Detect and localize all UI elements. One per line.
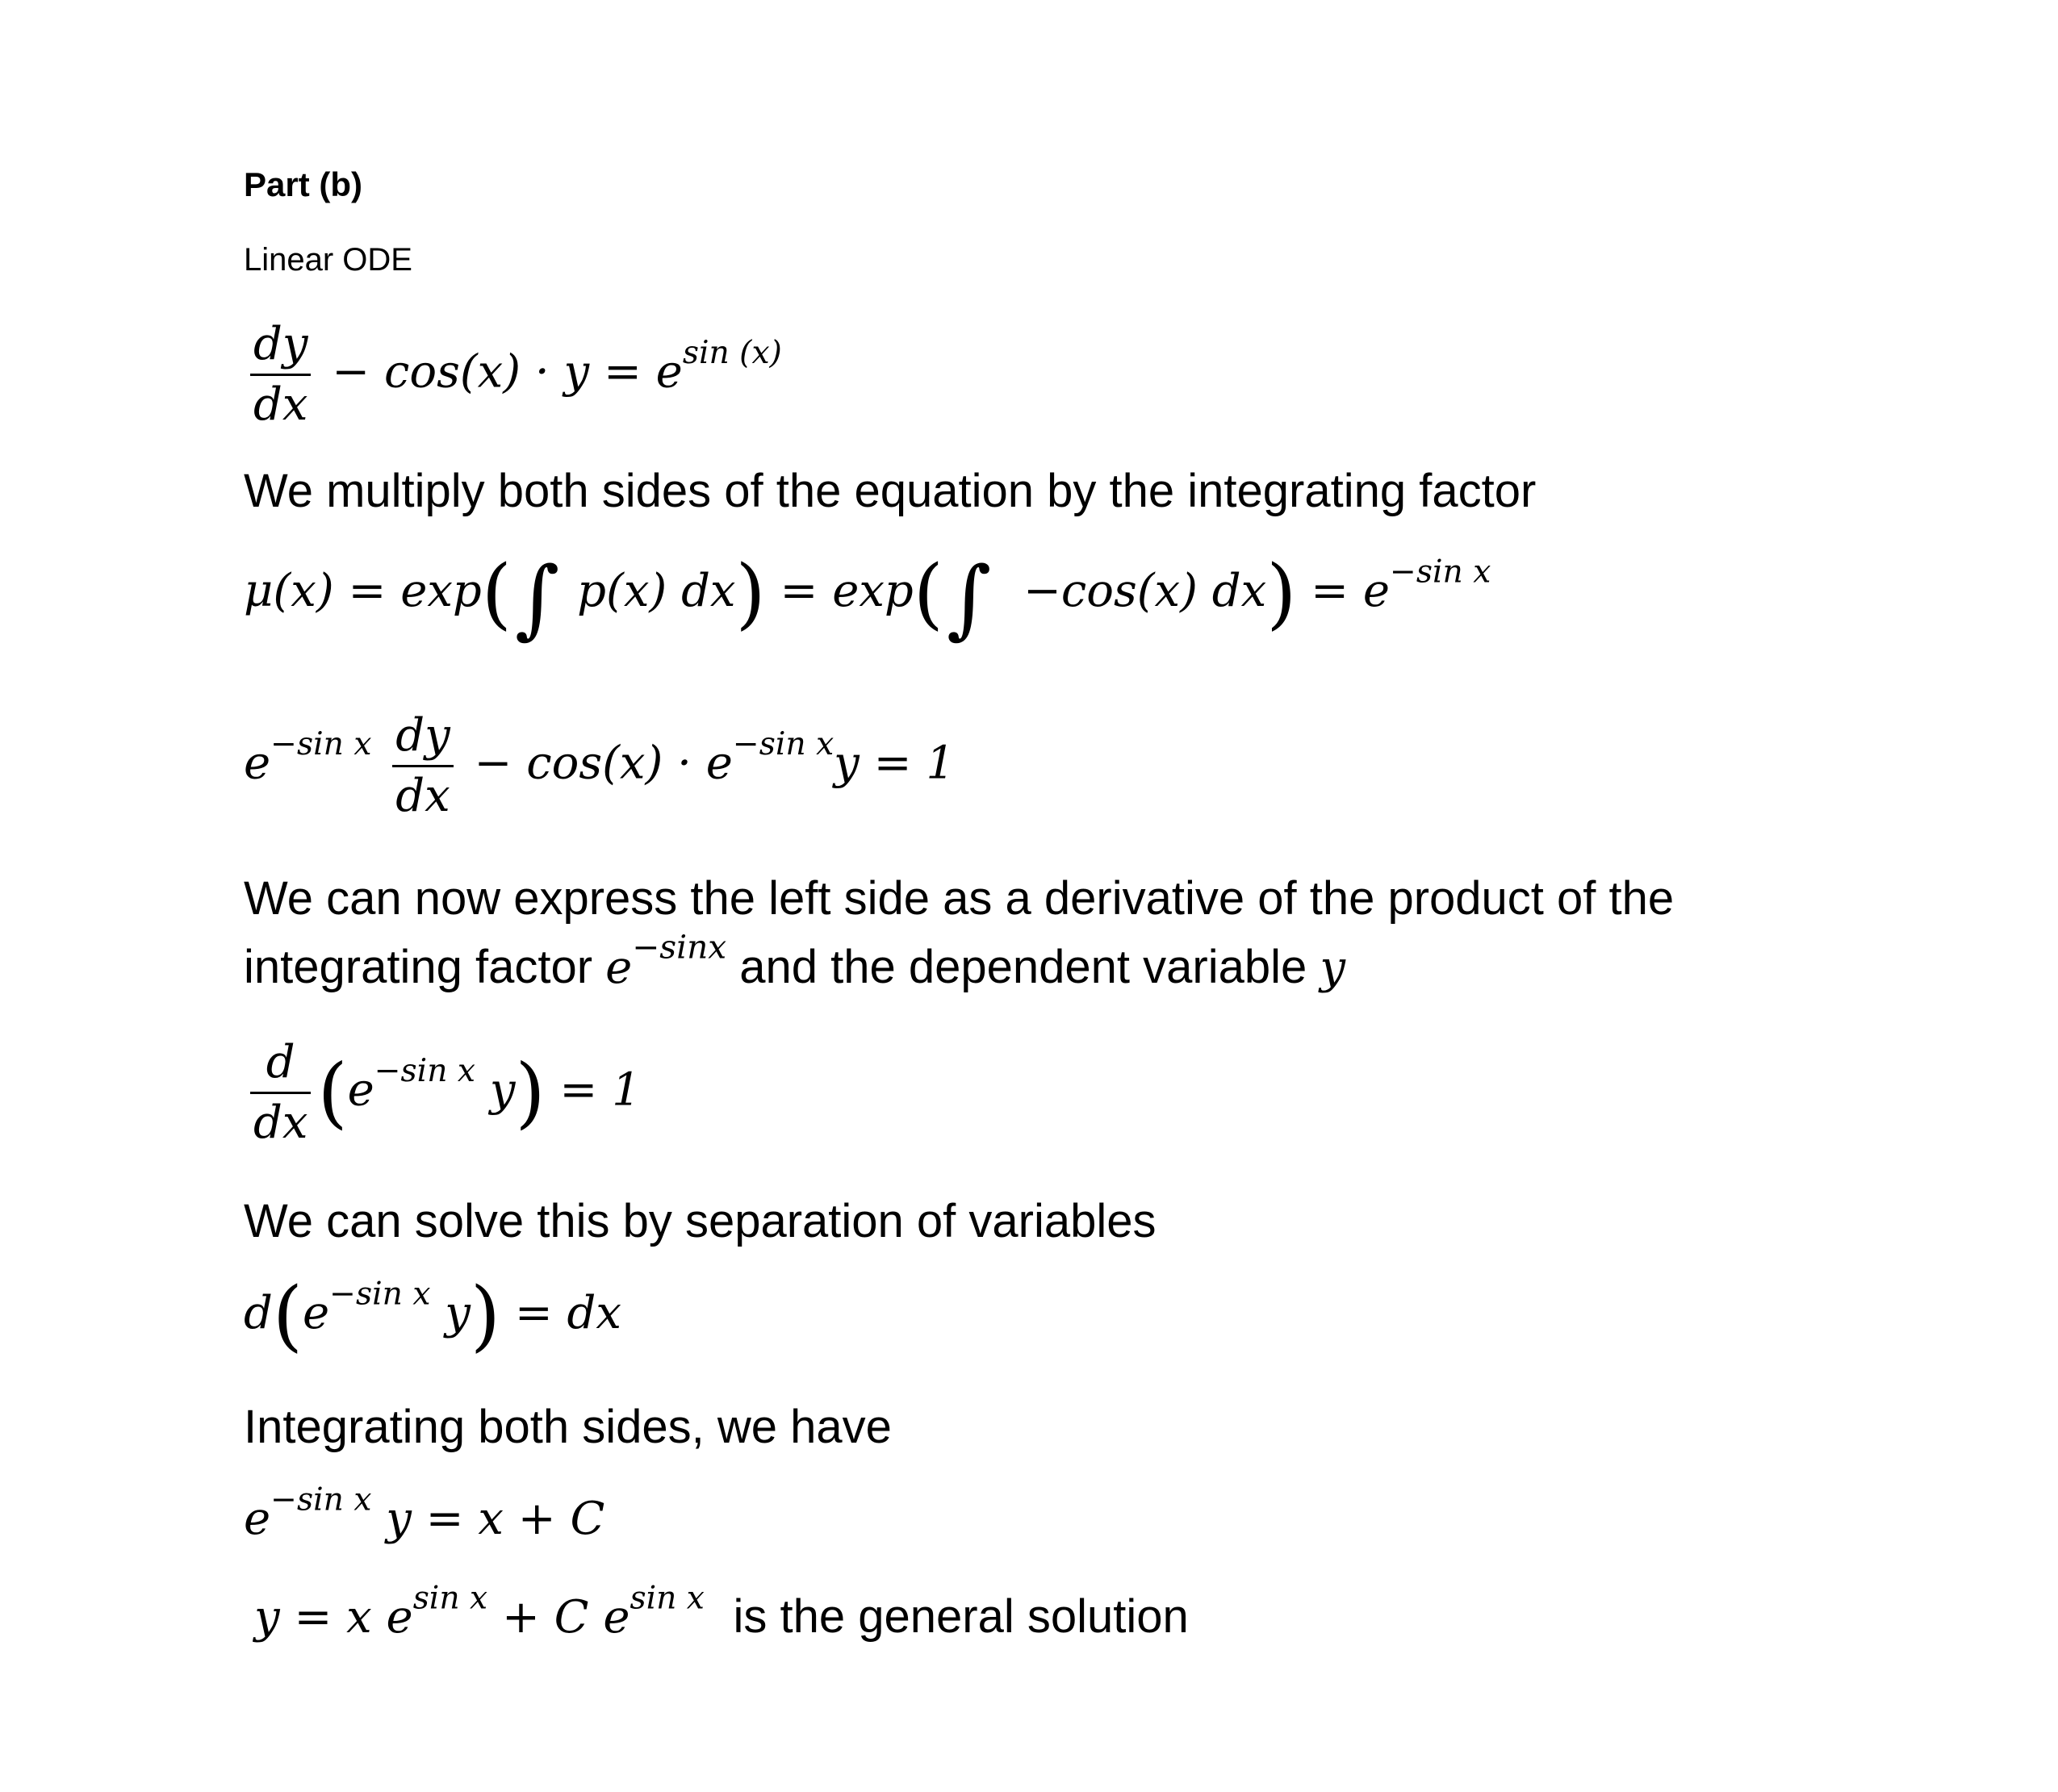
exponent: −sin x [732, 726, 834, 762]
subheading: Linear ODE [244, 242, 412, 278]
text-segment: integrating factor [244, 941, 606, 993]
equation-term: y = x e [254, 1591, 413, 1644]
equation-multiplied [244, 710, 955, 823]
exponent: sin x [630, 1580, 705, 1617]
fraction-dy-dx [250, 319, 311, 432]
variable-y: y [489, 1063, 516, 1117]
equation-rhs: = 1 [559, 1063, 641, 1117]
exponent: −sinx [632, 927, 727, 967]
paren-open: ( [913, 549, 943, 639]
equation-lhs: μ(x) = exp [244, 565, 482, 617]
integrand: −cos(x) dx [1023, 565, 1267, 617]
fraction-numerator: d [266, 1036, 295, 1088]
fraction-numerator: dy [395, 709, 450, 762]
solution-caption: is the general solution [733, 1590, 1189, 1643]
equation-term: − cos(x) · e [474, 737, 733, 790]
exponent: sin (x) [682, 335, 782, 371]
exp-base: e [347, 1063, 374, 1117]
paren-close: ) [735, 549, 766, 639]
fraction-dy-dx [392, 710, 453, 823]
integral-sign: ∫ [946, 548, 992, 649]
variable-y: y [445, 1287, 471, 1339]
equation-rhs: = dx [514, 1287, 621, 1339]
equation-separated [244, 1272, 621, 1361]
part-heading: Part (b) [244, 165, 362, 203]
exp-base: e [244, 737, 271, 790]
paragraph-derivative-line2 [244, 927, 1346, 994]
fraction-bar [392, 765, 453, 767]
exponent: −sin x [270, 726, 372, 762]
fraction-numerator: dy [253, 318, 308, 370]
exponent: −sin x [1390, 553, 1491, 591]
exponent: −sin x [374, 1053, 475, 1089]
paragraph-integrating-factor: We multiply both sides of the equation by the integrating factor [244, 465, 1537, 517]
fraction-denominator: dx [253, 378, 308, 432]
integral-sign: ∫ [514, 548, 560, 649]
exponent: sin x [412, 1580, 488, 1617]
equation-term: + C e [501, 1591, 630, 1644]
fraction-denominator: dx [395, 770, 450, 823]
paren-open: ( [481, 549, 512, 639]
exponent: −sin x [329, 1276, 431, 1313]
exponent: −sin x [270, 1481, 372, 1518]
paren-close: ) [470, 1272, 501, 1361]
fraction-denominator: dx [253, 1097, 308, 1150]
equation-integrating-factor [244, 548, 1491, 649]
equation-general-solution [254, 1580, 1189, 1644]
paren-close: ) [515, 1048, 546, 1138]
differential-d: d [244, 1287, 273, 1339]
equation-term: − cos(x) · y = e [332, 345, 683, 399]
paragraph-separation: We can solve this by separation of variables [244, 1195, 1157, 1247]
exp-base: e [244, 1493, 271, 1545]
inline-math-y: y [1320, 942, 1346, 994]
paren-open: ( [272, 1272, 303, 1361]
fraction-bar [250, 374, 311, 376]
text-segment: and the dependent variable [726, 941, 1320, 993]
equation-rhs: y = x + C [386, 1493, 605, 1545]
equation-ode [244, 319, 782, 432]
paren-close: ) [1266, 549, 1297, 639]
paren-open: ( [317, 1048, 348, 1138]
paragraph-derivative-line1: We can now express the left side as a derivative of the product of the [244, 872, 1675, 925]
equation-rhs: = e [1311, 565, 1391, 617]
equation-derivative-product [244, 1037, 641, 1150]
exp-base: e [303, 1287, 330, 1339]
inline-math-e: e [605, 942, 633, 994]
fraction-d-dx [250, 1037, 311, 1150]
equation-integrated [244, 1481, 605, 1545]
paragraph-integrating: Integrating both sides, we have [244, 1401, 892, 1453]
integrand: p(x) dx [577, 565, 736, 617]
equation-rhs: y = 1 [834, 737, 955, 790]
equation-mid: = exp [780, 565, 914, 617]
fraction-bar [250, 1092, 311, 1094]
